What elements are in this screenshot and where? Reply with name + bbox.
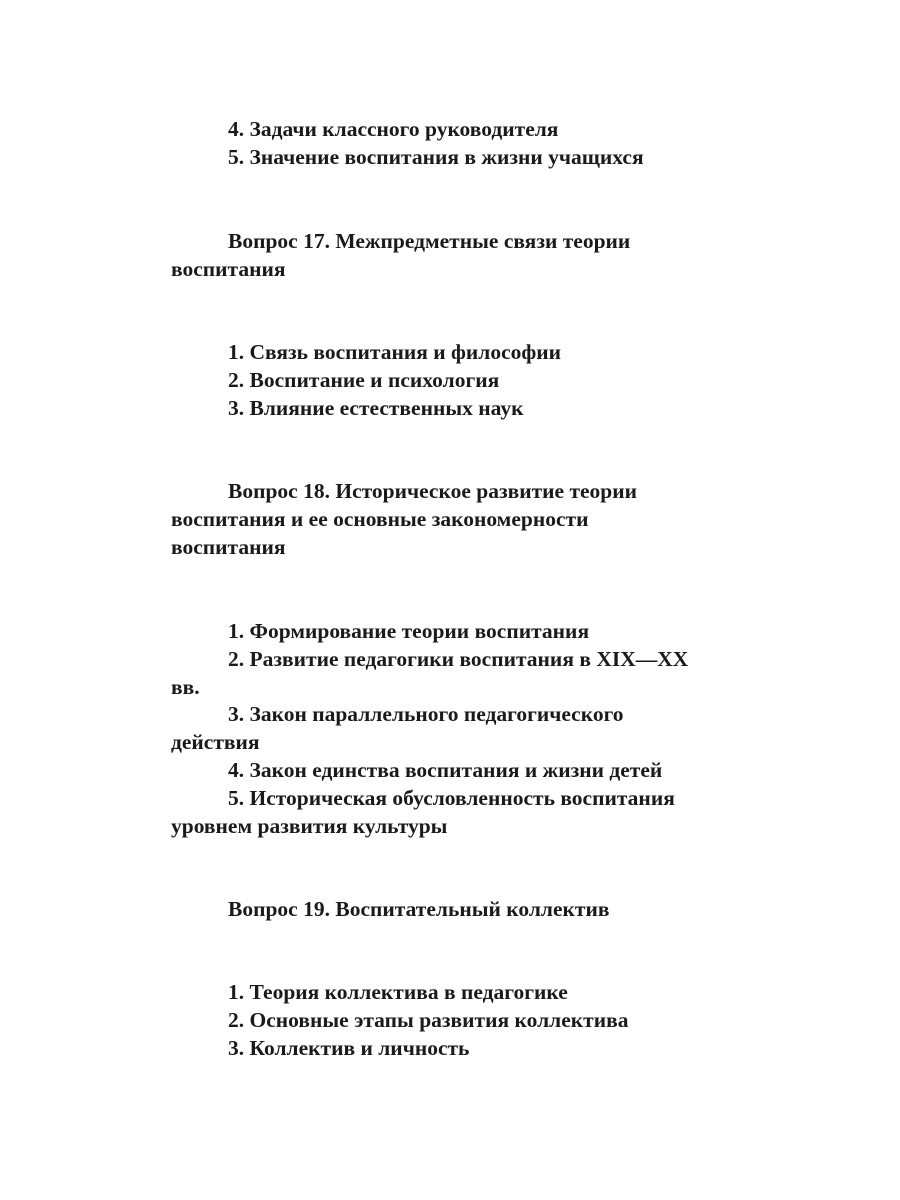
list-item: 2. Основные этапы развития коллектива [228, 1008, 629, 1032]
list-item: 3. Закон параллельного педагогического [228, 702, 624, 726]
list-item: 2. Воспитание и психология [228, 368, 500, 392]
list-item: 1. Связь воспитания и философии [228, 340, 562, 364]
list-item: 1. Формирование теории воспитания [228, 619, 590, 643]
question-heading: Вопрос 19. Воспитательный коллектив [228, 897, 610, 921]
list-item: 3. Влияние естественных наук [228, 396, 524, 420]
list-item: 5. Историческая обусловленность воспитания [228, 786, 675, 810]
list-item: 2. Развитие педагогики воспитания в XIX—XX [228, 647, 689, 671]
list-item: вв. [171, 675, 200, 699]
list-item: 5. Значение воспитания в жизни учащихся [228, 145, 644, 169]
list-item: действия [171, 730, 260, 754]
list-item: 4. Закон единства воспитания и жизни детей [228, 758, 663, 782]
question-heading: воспитания и ее основные закономерности [171, 507, 589, 531]
list-item: 1. Теория коллектива в педагогике [228, 980, 568, 1004]
question-heading: Вопрос 17. Межпредметные связи теории [228, 229, 631, 253]
question-heading: Вопрос 18. Историческое развитие теории [228, 479, 638, 503]
list-item: уровнем развития культуры [171, 814, 448, 838]
question-heading: воспитания [171, 257, 286, 281]
list-item: 3. Коллектив и личность [228, 1036, 470, 1060]
list-item: 4. Задачи классного руководителя [228, 117, 559, 141]
question-heading: воспитания [171, 535, 286, 559]
